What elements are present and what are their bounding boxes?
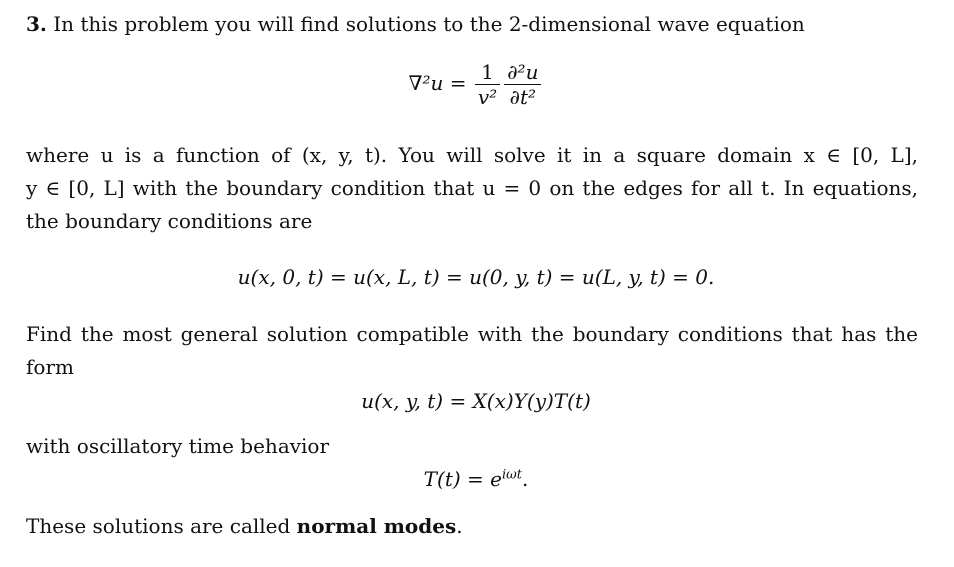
intro-text: In this problem you will find solutions to the 2-dimensional wave equation (53, 12, 805, 36)
wave-equation (26, 60, 926, 109)
fraction-one-over-v2 (475, 60, 500, 109)
general-solution-line-1: Find the most general solution compatible with the boundary conditions that has the (26, 322, 918, 346)
fraction-numerator: 1 (475, 60, 500, 85)
time-equation-exponent: iωt (501, 467, 522, 483)
separable-form-equation: u(x, y, t) = X(x)Y(y)T(t) (361, 389, 591, 413)
domain-paragraph (26, 139, 918, 238)
normal-modes-period: . (456, 514, 463, 538)
domain-line-1: where u is a function of (x, y, t). You will solve it in a square domain x ∈ [0, L], (26, 143, 918, 167)
domain-line-3: the boundary conditions are (26, 209, 313, 233)
boundary-conditions-equation: u(x, 0, t) = u(x, L, t) = u(0, y, t) = u(L, y, t) = 0. (237, 265, 715, 289)
normal-modes-sentence (26, 510, 918, 543)
problem-number: 3. (26, 12, 47, 36)
wave-equation-lhs: ∇²u = (408, 71, 467, 95)
general-solution-line-2: form (26, 355, 74, 379)
problem-intro (26, 8, 918, 41)
domain-line-2: y ∈ [0, L] with the boundary condition that u = 0 on the edges for all t. In equations, (26, 176, 918, 200)
oscillatory-text: with oscillatory time behavior (26, 434, 330, 458)
fraction-denominator: ∂t² (509, 85, 537, 109)
time-equation-base: T(t) = e (423, 467, 502, 491)
fraction-denominator: v² (477, 85, 498, 109)
general-solution-paragraph (26, 318, 918, 384)
normal-modes-term: normal modes (296, 514, 457, 538)
fraction-partial-derivative (504, 60, 541, 109)
fraction-numerator: ∂²u (504, 60, 541, 85)
time-behavior-equation (26, 464, 926, 494)
time-equation-period: . (521, 467, 529, 491)
normal-modes-lead: These solutions are called (26, 514, 297, 538)
